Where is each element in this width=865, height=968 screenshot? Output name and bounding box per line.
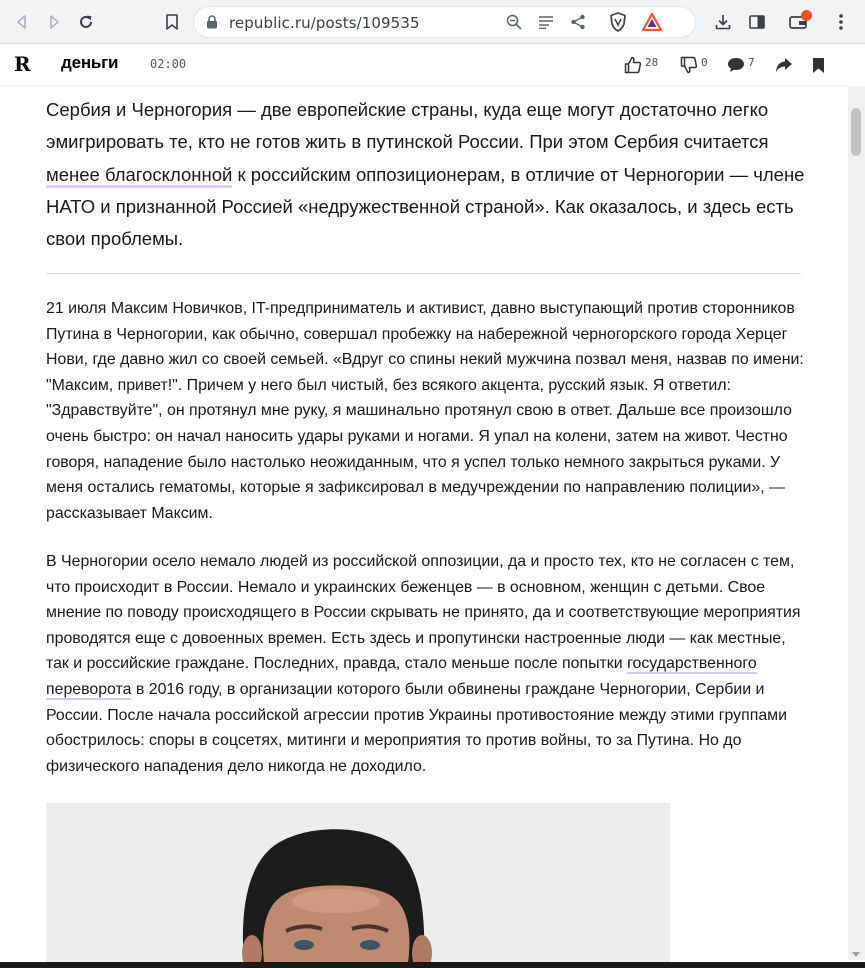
lead-link[interactable]: менее благосклонной: [46, 164, 232, 188]
notification-badge: [801, 10, 812, 21]
reload-icon[interactable]: [74, 10, 98, 34]
forward-icon[interactable]: [42, 10, 66, 34]
read-time: 02:00: [150, 57, 187, 71]
paragraph-2-text-end: в 2016 году, в организации которого были обвинены граждане Черногории, Сербии и России. После начала российской агрессии против Украины противостояние между этими группами обострилось: споры в соцсетях, митинги и мероприятия то против войны, то за Путина. Но до физического нападения дело никогда не доходило.: [46, 680, 787, 775]
save-article-button[interactable]: [812, 55, 825, 75]
lock-icon[interactable]: [202, 12, 222, 32]
reader-mode-icon[interactable]: [536, 12, 556, 32]
portrait-photo: [46, 803, 670, 963]
address-bar[interactable]: [193, 6, 696, 38]
article-lead: [46, 94, 806, 255]
thumbs-down-icon: [680, 56, 698, 74]
zoom-icon[interactable]: [504, 12, 524, 32]
back-icon[interactable]: [10, 10, 34, 34]
site-header: [0, 44, 848, 86]
article-paragraph-1: 21 июля Максим Новичков, IT-предприниматель и активист, давно выступающий против сторонников Путина в Черногории, как обычно, совершал пробежку на набережной черногорского города Херцег Нови, где давно жил со своей семьей. «Вдруг со спины некий мужчина позвал меня, назвав по имени: "Максим, привет!". Причем у него был чистый, без всякого акцента, русский язык. Я ответил: "Здравствуйте", он протянул мне руку, я машинально протянул свою в ответ. Дальше все произошло очень быстро: он начал наносить удары руками и ногами. Я упал на колени, затем на живот. Честно говоря, нападение было настолько неожиданным, что я успел только немного закрыться руками. У меня остались гематомы, которые я зафиксировал в медучреждении по направлению полиции», — рассказывает Максим.: [46, 300, 804, 522]
paragraph-2-text-start: В Черногории осело немало людей из российской оппозиции, да и просто тех, кто не согласен с тем, что происходит в России. Немало и украинских беженцев — в основном, женщин с детьми. Свое мнение по поводу происходящего в России скрывать не принято, да и соответствующие мероприятия проводятся еще с довоенных времен. Есть здесь и пропутински настроенные люди — как местные, так и российские граждане. Последних, правда, стало меньше после попытки: [46, 553, 801, 673]
scroll-down-icon[interactable]: [852, 952, 860, 957]
dislike-button[interactable]: [680, 55, 708, 75]
lead-divider: [46, 273, 801, 274]
site-logo[interactable]: R: [14, 52, 31, 76]
bookmark-icon[interactable]: [160, 10, 184, 34]
comment-icon: [727, 57, 745, 73]
scroll-thumb[interactable]: [851, 108, 861, 156]
like-button[interactable]: [624, 55, 658, 75]
menu-icon[interactable]: [829, 10, 853, 34]
comment-count: 7: [748, 56, 755, 69]
coup-link[interactable]: государственного переворота: [46, 655, 757, 698]
lead-text-end: к российским оппозиционерам, в отличие от Черногории — члене НАТО и признанной Россией «недружественной страной». Как оказалось, и здесь есть свои проблемы.: [46, 163, 805, 250]
dislike-count: 0: [701, 56, 708, 69]
article-photo: [46, 803, 670, 963]
sidebar-toggle-icon[interactable]: [745, 10, 769, 34]
window-bottom-edge: [0, 962, 865, 968]
lead-text-start: Сербия и Черногория — две европейские страны, куда еще могут достаточно легко эмигрировать те, кто не готов жить в путинской России. При этом Сербия считается: [46, 99, 769, 153]
share-article-button[interactable]: [775, 55, 793, 75]
article-paragraph-2: [46, 549, 806, 779]
scrollbar[interactable]: [848, 86, 865, 960]
browser-toolbar: [0, 0, 865, 44]
thumbs-up-icon: [624, 56, 642, 74]
download-icon[interactable]: [711, 10, 735, 34]
comments-button[interactable]: [727, 55, 755, 75]
bookmark-filled-icon: [812, 57, 825, 74]
brave-rewards-icon[interactable]: [642, 12, 662, 32]
brave-shields-icon[interactable]: [608, 12, 628, 32]
like-count: 28: [645, 56, 659, 69]
url-text[interactable]: republic.ru/posts/109535: [229, 14, 420, 32]
share-icon[interactable]: [568, 12, 588, 32]
section-link[interactable]: деньги: [61, 53, 119, 72]
share-arrow-icon: [775, 57, 793, 73]
